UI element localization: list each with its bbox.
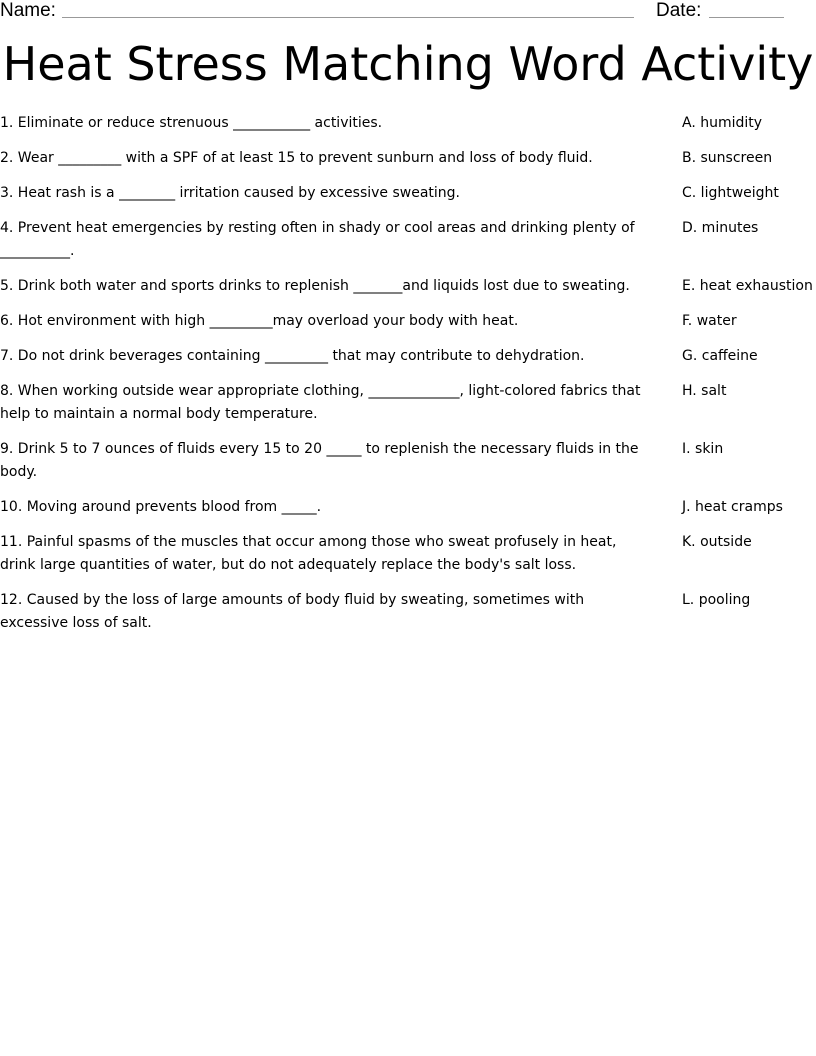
question-text: 9. Drink 5 to 7 ounces of fluids every 15 to 20 _____ to replenish the necessary fluids in the body. <box>0 441 639 480</box>
answer-option: J. heat cramps <box>682 499 783 515</box>
question-row <box>0 589 816 635</box>
question-row <box>0 438 816 484</box>
answer-option: K. outside <box>682 534 752 550</box>
question-text: 8. When working outside wear appropriate clothing, _____________, light-colored fabrics that help to maintain a normal body temperature. <box>0 383 641 422</box>
question-text: 2. Wear _________ with a SPF of at least 15 to prevent sunburn and loss of body fluid. <box>0 150 593 166</box>
question-text: 10. Moving around prevents blood from _____. <box>0 499 322 515</box>
question-row <box>0 182 816 205</box>
question-row <box>0 147 816 170</box>
answer-option: L. pooling <box>682 592 751 608</box>
answer-option: D. minutes <box>682 220 759 236</box>
worksheet-header <box>0 0 816 24</box>
answer-option: I. skin <box>682 441 724 457</box>
question-row <box>0 275 816 298</box>
question-text: 11. Painful spasms of the muscles that occur among those who sweat profusely in heat, drink large quantities of water, but do not adequately replace the body's salt loss. <box>0 534 617 573</box>
question-list <box>0 112 816 647</box>
question-row <box>0 310 816 333</box>
question-text: 7. Do not drink beverages containing _________ that may contribute to dehydration. <box>0 348 585 364</box>
question-text: 3. Heat rash is a ________ irritation caused by excessive sweating. <box>0 185 460 201</box>
question-text: 12. Caused by the loss of large amounts of body fluid by sweating, sometimes with excessive loss of salt. <box>0 592 585 631</box>
question-row <box>0 217 816 263</box>
answer-option: E. heat exhaustion <box>682 278 813 294</box>
answer-option: G. caffeine <box>682 348 758 364</box>
answer-option: F. water <box>682 313 737 329</box>
answer-option: B. sunscreen <box>682 150 773 166</box>
answer-option: C. lightweight <box>682 185 779 201</box>
question-text: 6. Hot environment with high _________may overload your body with heat. <box>0 313 519 329</box>
question-row <box>0 380 816 426</box>
page-title: Heat Stress Matching Word Activity <box>2 37 814 91</box>
answer-option: H. salt <box>682 383 727 399</box>
question-text: 5. Drink both water and sports drinks to replenish _______and liquids lost due to sweating. <box>0 278 630 294</box>
name-label: Name: <box>0 0 56 21</box>
question-text: 1. Eliminate or reduce strenuous ___________ activities. <box>0 115 383 131</box>
date-label: Date: <box>656 0 702 21</box>
question-row <box>0 345 816 368</box>
answer-option: A. humidity <box>682 115 763 131</box>
question-row <box>0 496 816 519</box>
question-row <box>0 531 816 577</box>
date-blank-line <box>709 17 784 18</box>
question-row <box>0 112 816 135</box>
name-blank-line <box>62 17 634 18</box>
question-text: 4. Prevent heat emergencies by resting often in shady or cool areas and drinking plenty of __________. <box>0 220 635 259</box>
